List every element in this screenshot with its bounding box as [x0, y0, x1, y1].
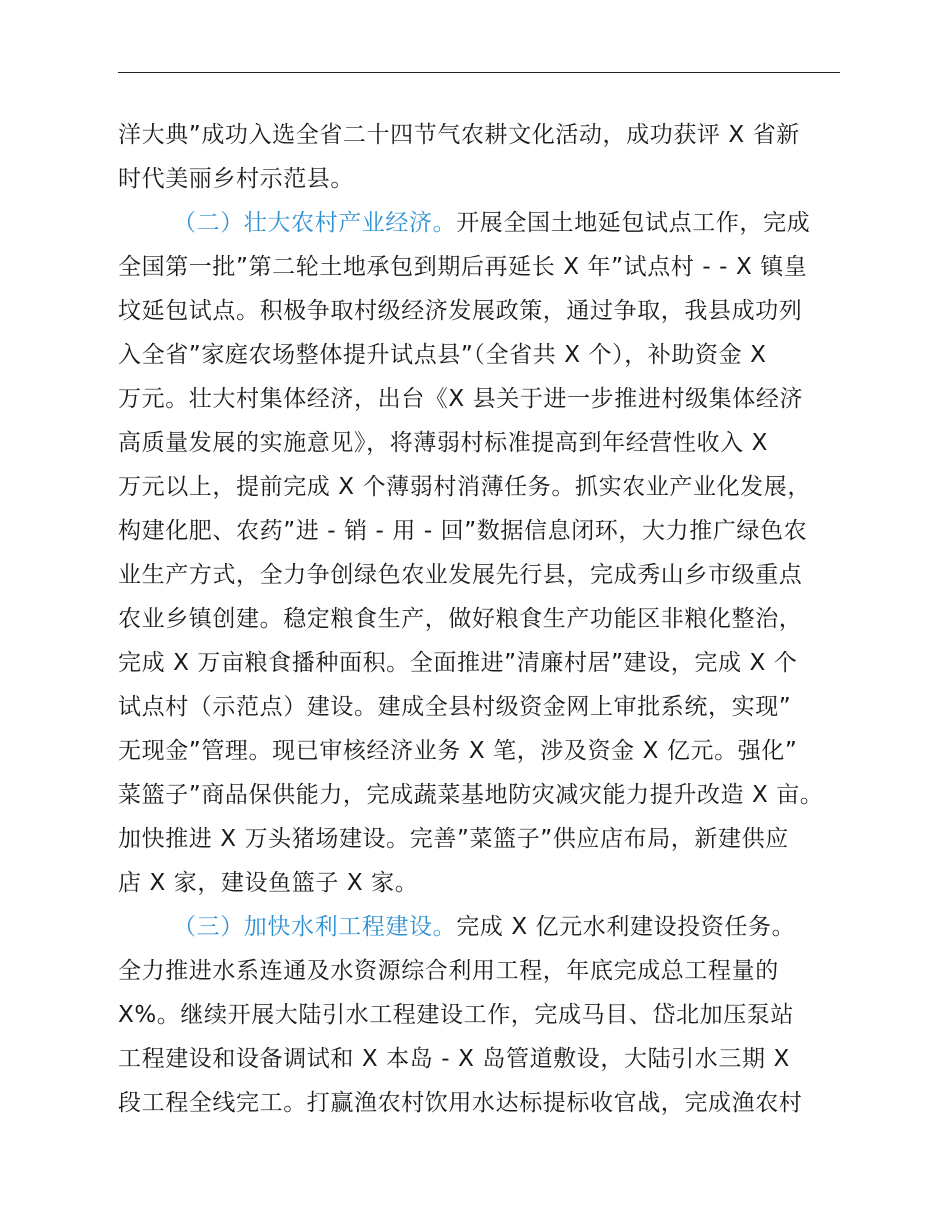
text-line: 入全省”家庭农场整体提升试点县”（全省共 X 个），补助资金 X	[118, 342, 767, 368]
text-line: 完成 X 亿元水利建设投资任务。	[456, 914, 796, 940]
text-line: 店 X 家，建设鱼篮子 X 家。	[118, 870, 419, 896]
text-line: 构建化肥、农药”进 - 销 - 用 - 回”数据信息闭环，大力推广绿色农	[118, 518, 808, 544]
text-line: 无现金”管理。现已审核经济业务 X 笔，涉及资金 X 亿元。强化”	[118, 738, 798, 764]
section-three-paragraph-start	[118, 905, 878, 949]
text-line: 完成 X 万亩粮食播种面积。全面推进”清廉村居”建设，完成 X 个	[118, 650, 798, 676]
section-two-heading: （二）壮大农村产业经济。	[173, 210, 457, 236]
text-line: 段工程全线完工。打赢渔农村饮用水达标提标收官战，完成渔农村	[118, 1090, 803, 1116]
text-line: 加快推进 X 万头猪场建设。完善”菜篮子”供应店布局，新建供应	[118, 826, 789, 852]
text-line: 菜篮子”商品保供能力，完成蔬菜基地防灾减灾能力提升改造 X 亩。	[118, 782, 824, 808]
text-line: 万元。壮大村集体经济，出台《X 县关于进一步推进村级集体经济	[118, 386, 804, 412]
text-line: X%。继续开展大陆引水工程建设工作，完成马目、岱北加压泵站	[118, 1002, 795, 1028]
text-line: 业生产方式，全力争创绿色农业发展先行县，完成秀山乡市级重点	[118, 562, 803, 588]
section-two-paragraph-start	[118, 201, 878, 245]
section-three-heading: （三）加快水利工程建设。	[173, 914, 457, 940]
header-rule	[118, 72, 840, 73]
document-body	[118, 113, 878, 1125]
text-line: 农业乡镇创建。稳定粮食生产，做好粮食生产功能区非粮化整治，	[118, 606, 803, 632]
text-line: 时代美丽乡村示范县。	[118, 166, 354, 192]
text-line: 高质量发展的实施意见》，将薄弱村标准提高到年经营性收入 X	[118, 430, 768, 456]
text-line: 开展全国土地延包试点工作，完成	[456, 210, 811, 236]
text-line: 万元以上，提前完成 X 个薄弱村消薄任务。抓实农业产业化发展，	[118, 474, 811, 500]
text-line: 工程建设和设备调试和 X 本岛 - X 岛管道敷设，大陆引水三期 X	[118, 1046, 790, 1072]
text-line: 洋大典”成功入选全省二十四节气农耕文化活动，成功获评 X 省新	[118, 122, 800, 148]
text-line: 全国第一批”第二轮土地承包到期后再延长 X 年”试点村 - - X 镇皇	[118, 254, 808, 280]
text-line: 坟延包试点。积极争取村级经济发展政策，通过争取，我县成功列	[118, 298, 803, 324]
text-line: 全力推进水系连通及水资源综合利用工程，年底完成总工程量的	[118, 958, 779, 984]
text-line: 试点村（示范点）建设。建成全县村级资金网上审批系统，实现”	[118, 694, 792, 720]
